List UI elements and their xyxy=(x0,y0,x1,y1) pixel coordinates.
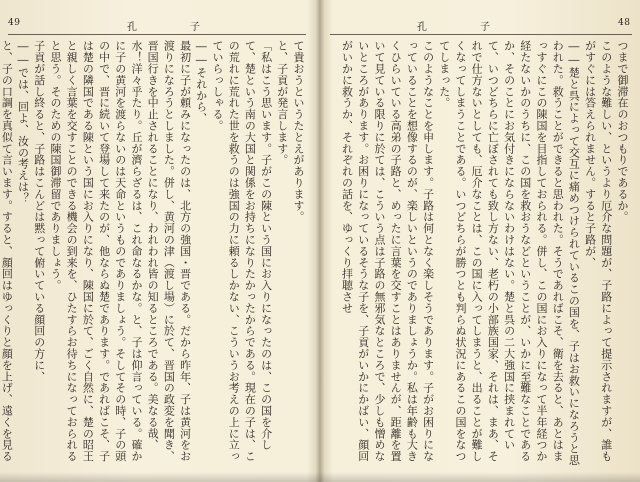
paragraph: て貴おうというたとえがあります。 xyxy=(292,40,305,223)
paragraph: 最初に子が頼みになったのは、北方の強国・晋である。だから昨年、子は黄河をお渡りになろうとしました。併し、黄河の津（渡し場）に於て、晋国の政変を聞き、晋国行きを中止されることになり、われわれ皆の知るところである。美なる哉、水！洋々乎たり。丘が濟らざるは、これ命なるかな。と、子は仰言っている。確かに子の黄河を渡らないのは天命というものでありましょう。そしてその時、子の頭の中で、晋に続いて登場して来たのが、他ならぬ楚であります。であればこそ、子は楚の隣国である陳という国にお入りになり、陳国に於て、ごく自然に、楚の昭王と親しく言葉を交すことのできる機会の到来を、ひたすらお待ちになっておられると思う。そのための陳国御滞留でありましょう。 xyxy=(48,40,192,462)
paragraph: つまで御滞在のおつもりであるか。 xyxy=(616,40,629,223)
header-rule xyxy=(330,34,632,35)
paragraph: ――それから、 xyxy=(194,40,208,124)
header-rule xyxy=(8,34,306,35)
paragraph: 「私はこう思います。子がこの陳という国にお入りになったのは、この国を介して、楚という南の大国と関係をお持ちになりたかったからである。現在の子は、この荒れに荒れた世を救うのは強国の力に頼るしかない、こういうお考えの上に立っていらっしゃる。 xyxy=(210,40,273,462)
paragraph: ――では、回よ、汝の考えは？ xyxy=(16,40,30,204)
running-header-left-char: 孔 xyxy=(127,22,137,33)
page-number: 48 xyxy=(618,18,631,28)
left-page-body xyxy=(0,40,306,470)
left-page xyxy=(0,0,318,482)
page-bottom-shadow xyxy=(0,472,640,482)
paragraph: ――楚と呉によって交互に痛めつけられているこの国を、子はお救いになろうと思われた。救うことができると思われた。そうであればこそ、衛を去ると、あとはまっすぐにこの陳国を目指しておられる。併し、この国にお入りになって半年経つか経たないかのうちに、この国を救おうなどということが、いかに至難なことであるか、そのことにお気付きにならないわけはない。楚と呉の二大強国に挟まれていて、いつどちらに亡ぼされても致し方ない、老朽の小部族国家、それは、まあ、それで仕方ないとしても、厄介なことは、この国に入ってしまうと、出ることが難しくなってしまうことである。いつどちらが勝つとも判らぬ状況にあるこの国をなつてしまった。 xyxy=(437,40,581,466)
paragraph: このようなことを申します。子路は何となく楽しそうであります。子がお困りになっていることを想像するのが、楽しいというのでありましょうか。私は年齢も大きくひらいている高弟の子路と、めったに言葉を交すことはありませんが、距離を置いて見ている限りに於ては、こういう点は子路の無邪気なところで、少しも憎めないところがあります。お困りになっているそうな子を、子貢がいかにかばい、顔回がいかに救うか、それぞれの話を、ゆっくり拝聴させ xyxy=(340,40,435,462)
page-number: 49 xyxy=(8,18,21,28)
paragraph: このような難しい、というより厄介な問題が、子路によって提示されますが、誰もがすぐには答えられません。すると子路が、 xyxy=(583,40,613,462)
running-header-right-char: 子 xyxy=(480,22,490,33)
running-header-left-char: 孔 xyxy=(417,22,427,33)
right-page-body xyxy=(332,40,630,470)
paragraph: と、子貢が発言します。 xyxy=(275,40,289,166)
right-page xyxy=(322,0,640,482)
paragraph: 子貢が話し終ると、子路はこんどは黙って俯いている顔回の方に、 xyxy=(32,40,46,382)
running-header-right-char: 子 xyxy=(190,22,200,33)
paragraph: と、子の口調を真似て言います。すると、顔回はゆっくりと顔を上げ、遠くを見る xyxy=(0,40,14,462)
